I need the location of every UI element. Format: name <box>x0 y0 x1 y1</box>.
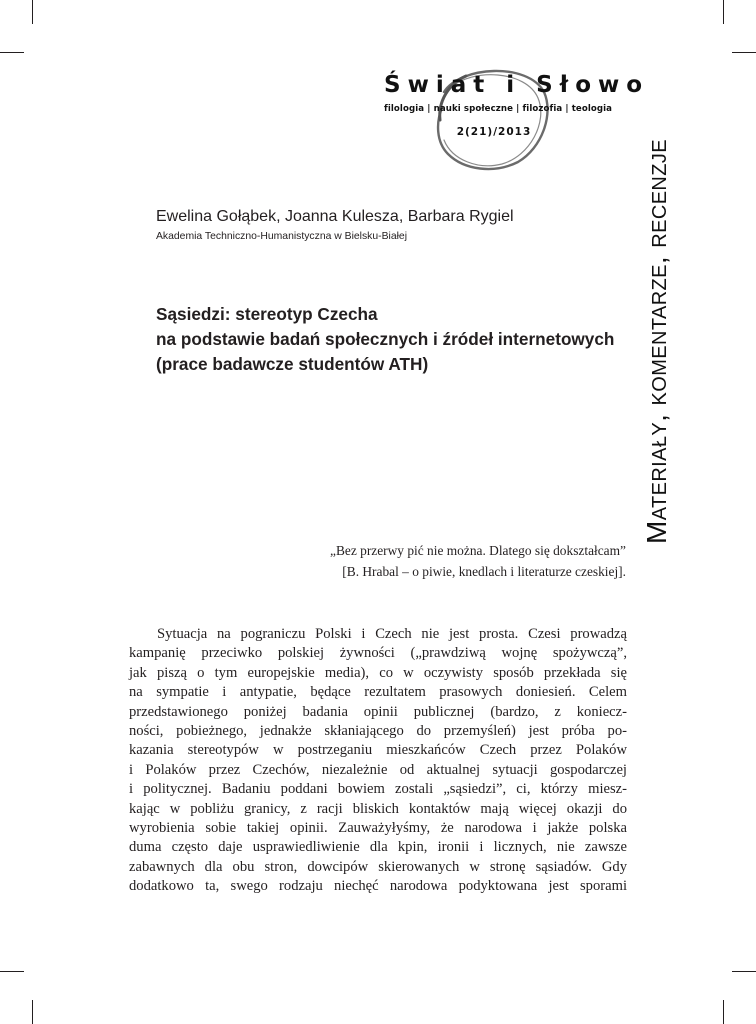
crop-mark <box>0 971 24 972</box>
title-line: na podstawie badań społecznych i źródeł internetowych <box>156 329 615 349</box>
crop-mark <box>0 52 24 53</box>
crop-mark <box>32 0 33 24</box>
body-line: duma często daje usprawiedliwienie dla kpin, ironii i licznych, nie zawsze <box>129 839 627 856</box>
journal-logo <box>374 62 650 174</box>
body-line: ności, pobieżnego, jednakże skłaniającego do przemyśleń) jest próba po- <box>129 722 627 739</box>
article-authors: Ewelina Gołąbek, Joanna Kulesza, Barbara Rygiel <box>156 208 514 225</box>
body-line: i Polaków przez Czechów, niezależnie od aktualnej sytuacji gospodarczej <box>129 761 627 778</box>
body-line: na sympatie i antypatie, będące rezultatem prasowych doniesień. Celem <box>129 684 627 701</box>
body-line: kampanię przeciwko polskiej żywności („prawdziwą wojnę spożywczą”, <box>129 645 627 662</box>
article-title <box>156 302 626 377</box>
body-line: wyrobienia sobie takiej opinii. Zauważyłyśmy, że narodowa i jakże polska <box>129 819 627 836</box>
body-line: zabawnych dla obu stron, dowcipów skierowanych w stronę sąsiadów. Gdy <box>129 858 627 875</box>
journal-subtitle: filologia | nauki społeczne | filozofia | teologia <box>384 104 613 114</box>
section-label: Materiały, komentarze, recenzje <box>641 138 672 544</box>
journal-title: Świat i Słowo <box>384 72 650 98</box>
title-line: Sąsiedzi: stereotyp Czecha <box>156 304 378 324</box>
crop-mark <box>723 0 724 24</box>
body-line: przedstawionego poniżej badania opinii publicznej (bardzo, z koniecz- <box>129 703 627 720</box>
crop-mark <box>723 1000 724 1024</box>
body-line: Sytuacja na pograniczu Polski i Czech nie jest prosta. Czesi prowadzą <box>157 626 627 642</box>
author-affiliation: Akademia Techniczno-Humanistyczna w Bielsku-Białej <box>156 231 408 242</box>
epigraph <box>240 540 626 582</box>
body-line: i politycznej. Badaniu poddani bowiem zostali „sąsiedzi”, ci, którzy miesz- <box>129 781 627 798</box>
crop-mark <box>732 52 756 53</box>
body-text <box>129 625 627 896</box>
title-line: (prace badawcze studentów ATH) <box>156 354 429 374</box>
epigraph-quote: „Bez przerwy pić nie można. Dlatego się dokształcam” <box>330 543 626 558</box>
body-line: jak piszą o tym europejskie media), co w oczywisty sposób przekłada się <box>129 664 627 681</box>
epigraph-source: [B. Hrabal – o piwie, knedlach i literaturze czeskiej]. <box>342 564 626 579</box>
journal-issue: 2(21)/2013 <box>456 126 532 138</box>
body-line: dodatkowo ta, swego rodzaju niechęć narodowa podyktowana jest sporami <box>129 878 627 895</box>
crop-mark <box>732 971 756 972</box>
body-line: kając w pobliżu granicy, z racji bliskich kontaktów mają więcej okazji do <box>129 800 627 817</box>
crop-mark <box>32 1000 33 1024</box>
body-line: kazania stereotypów w postrzeganiu mieszkańców Czech przez Polaków <box>129 742 627 759</box>
